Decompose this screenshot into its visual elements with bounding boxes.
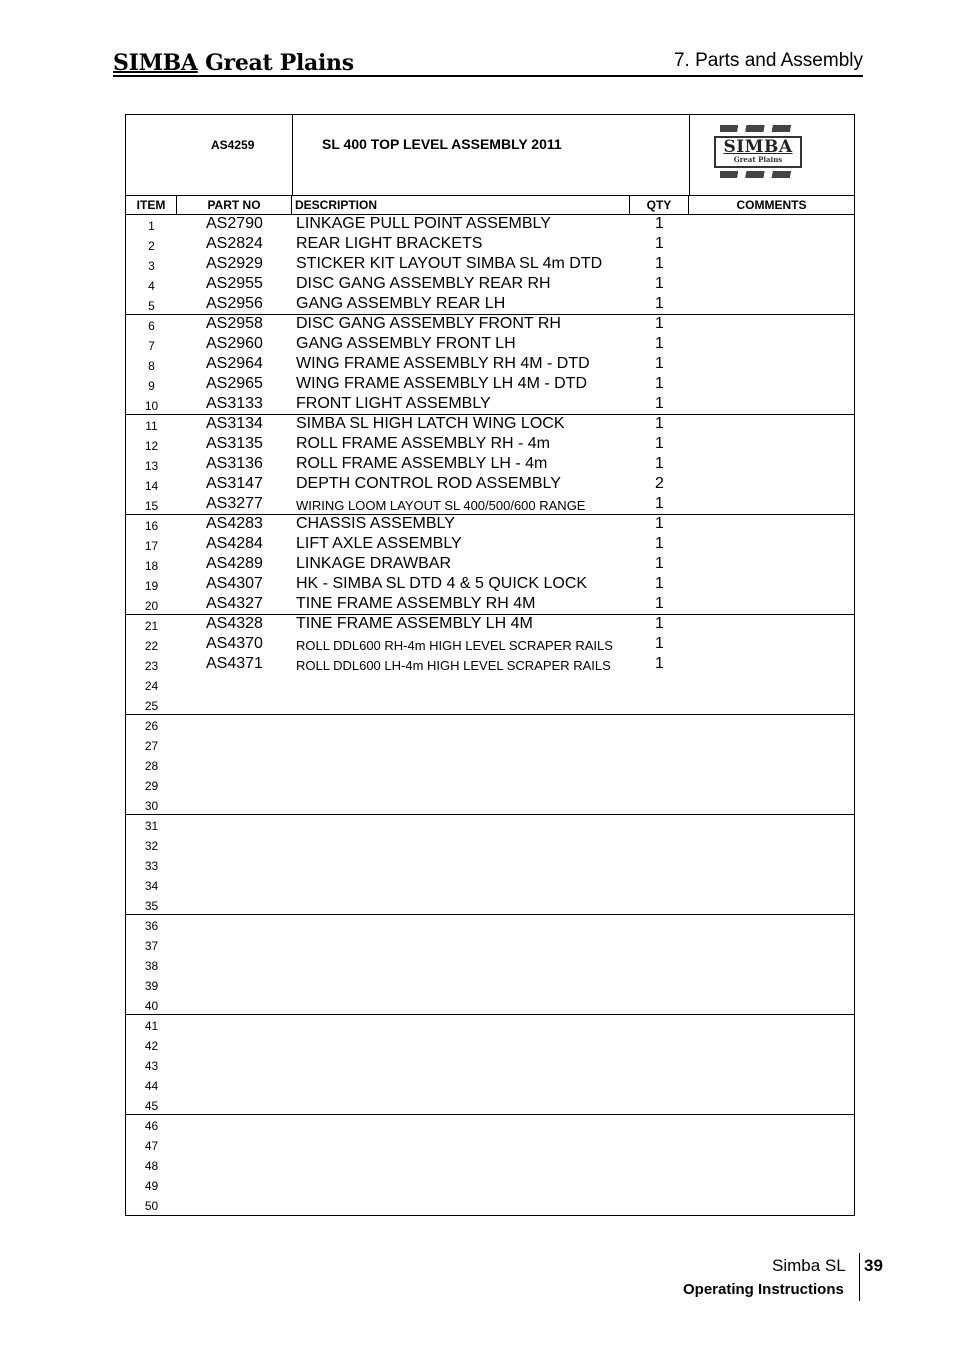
page-number: 39 xyxy=(864,1256,883,1275)
description: DISC GANG ASSEMBLY REAR RH xyxy=(296,275,551,292)
table-row xyxy=(126,1015,854,1035)
item-number: 42 xyxy=(144,1039,159,1053)
quantity: 1 xyxy=(655,515,664,532)
item-number: 44 xyxy=(144,1079,159,1093)
quantity: 1 xyxy=(655,355,664,372)
table-row xyxy=(126,475,854,495)
table-row xyxy=(126,1195,854,1215)
table-row xyxy=(126,315,854,335)
item-number: 32 xyxy=(144,839,159,853)
quantity: 1 xyxy=(655,415,664,432)
item-number: 4 xyxy=(148,279,155,293)
table-row xyxy=(126,975,854,995)
table-body xyxy=(126,215,854,1215)
col-item: ITEM xyxy=(126,195,177,214)
table-row xyxy=(126,855,854,875)
quantity: 1 xyxy=(655,635,664,652)
col-description: DESCRIPTION xyxy=(292,195,630,214)
description: ROLL DDL600 LH-4m HIGH LEVEL SCRAPER RAILS xyxy=(296,658,611,673)
quantity: 1 xyxy=(655,235,664,252)
item-number: 50 xyxy=(144,1199,159,1213)
table-row xyxy=(126,615,854,635)
item-number: 11 xyxy=(145,419,158,433)
description: WING FRAME ASSEMBLY RH 4M - DTD xyxy=(296,355,590,372)
quantity: 1 xyxy=(655,435,664,452)
table-row xyxy=(126,995,854,1015)
item-number: 39 xyxy=(144,979,159,993)
item-number: 34 xyxy=(144,879,159,893)
quantity: 1 xyxy=(655,275,664,292)
item-number: 1 xyxy=(148,219,155,233)
logo-line2: Great Plains xyxy=(733,155,783,164)
quantity: 1 xyxy=(655,315,664,332)
page-header xyxy=(113,48,863,77)
quantity: 1 xyxy=(655,495,664,512)
table-row xyxy=(126,715,854,735)
table-row xyxy=(126,375,854,395)
description: ROLL FRAME ASSEMBLY LH - 4m xyxy=(296,455,548,472)
item-number: 12 xyxy=(144,439,159,453)
footer-model: Simba SL xyxy=(772,1256,846,1275)
table-row xyxy=(126,875,854,895)
table-row xyxy=(126,295,854,315)
part-number: AS2824 xyxy=(206,235,263,252)
item-number: 17 xyxy=(144,539,159,553)
table-row xyxy=(126,735,854,755)
item-number: 16 xyxy=(144,519,159,533)
title-box xyxy=(292,115,690,195)
description: LIFT AXLE ASSEMBLY xyxy=(296,535,462,552)
part-number: AS2960 xyxy=(206,335,263,352)
part-number: AS4371 xyxy=(206,655,263,672)
table-row xyxy=(126,1135,854,1155)
title-block xyxy=(126,115,854,196)
description: LINKAGE PULL POINT ASSEMBLY xyxy=(296,215,551,232)
table-row xyxy=(126,235,854,255)
item-number: 31 xyxy=(144,819,159,833)
table-row xyxy=(126,1035,854,1055)
description: ROLL DDL600 RH-4m HIGH LEVEL SCRAPER RAILS xyxy=(296,638,613,653)
item-number: 48 xyxy=(144,1159,159,1173)
item-number: 28 xyxy=(144,759,159,773)
description: SIMBA SL HIGH LATCH WING LOCK xyxy=(296,415,565,432)
item-number: 18 xyxy=(144,559,159,573)
item-number: 19 xyxy=(144,579,159,593)
table-row xyxy=(126,775,854,795)
quantity: 1 xyxy=(655,615,664,632)
description: WING FRAME ASSEMBLY LH 4M - DTD xyxy=(296,375,588,392)
item-number: 14 xyxy=(144,479,159,493)
table-row xyxy=(126,515,854,535)
part-number: AS3277 xyxy=(206,495,263,512)
quantity: 1 xyxy=(655,395,664,412)
item-number: 3 xyxy=(148,259,155,273)
part-number: AS4284 xyxy=(206,535,263,552)
quantity: 1 xyxy=(655,335,664,352)
item-number: 35 xyxy=(144,899,159,913)
table-row xyxy=(126,455,854,475)
item-number: 9 xyxy=(148,379,155,393)
part-number: AS3134 xyxy=(206,415,263,432)
part-number: AS2955 xyxy=(206,275,263,292)
part-number: AS4328 xyxy=(206,615,263,632)
description: LINKAGE DRAWBAR xyxy=(296,555,451,572)
description: CHASSIS ASSEMBLY xyxy=(296,515,455,532)
col-part-no: PART NO xyxy=(177,195,292,214)
quantity: 1 xyxy=(655,295,664,312)
table-row xyxy=(126,675,854,695)
col-qty: QTY xyxy=(630,195,689,214)
part-number: AS2956 xyxy=(206,295,263,312)
part-number: AS4289 xyxy=(206,555,263,572)
description: TINE FRAME ASSEMBLY LH 4M xyxy=(296,615,533,632)
footer-divider xyxy=(859,1253,860,1301)
item-number: 43 xyxy=(144,1059,159,1073)
footer-subtitle: Operating Instructions xyxy=(683,1281,844,1298)
table-row xyxy=(126,955,854,975)
quantity: 1 xyxy=(655,535,664,552)
table-row xyxy=(126,835,854,855)
table-row xyxy=(126,1115,854,1135)
item-number: 27 xyxy=(144,739,159,753)
item-number: 15 xyxy=(144,499,159,513)
table-row xyxy=(126,435,854,455)
table-row xyxy=(126,495,854,515)
item-number: 45 xyxy=(144,1099,159,1113)
description: DEPTH CONTROL ROD ASSEMBLY xyxy=(296,475,561,492)
description: STICKER KIT LAYOUT SIMBA SL 4m DTD xyxy=(296,255,603,272)
item-number: 25 xyxy=(144,699,159,713)
table-row xyxy=(126,915,854,935)
item-number: 29 xyxy=(144,779,159,793)
part-number: AS3136 xyxy=(206,455,263,472)
part-number: AS4370 xyxy=(206,635,263,652)
part-number: AS2929 xyxy=(206,255,263,272)
table-row xyxy=(126,815,854,835)
assembly-title: SL 400 TOP LEVEL ASSEMBLY 2011 xyxy=(322,136,562,152)
item-number: 38 xyxy=(144,959,159,973)
simba-logo-icon xyxy=(714,125,804,179)
table-row xyxy=(126,215,854,235)
item-number: 20 xyxy=(144,599,159,613)
description: FRONT LIGHT ASSEMBLY xyxy=(296,395,491,412)
item-number: 41 xyxy=(144,1019,159,1033)
table-row xyxy=(126,395,854,415)
item-number: 5 xyxy=(148,299,155,313)
description: WIRING LOOM LAYOUT SL 400/500/600 RANGE xyxy=(296,498,586,513)
item-number: 40 xyxy=(144,999,159,1013)
item-number: 26 xyxy=(144,719,159,733)
table-row xyxy=(126,655,854,675)
table-row xyxy=(126,335,854,355)
item-number: 8 xyxy=(148,359,155,373)
description: GANG ASSEMBLY FRONT LH xyxy=(296,335,516,352)
part-number: AS3147 xyxy=(206,475,263,492)
table-row xyxy=(126,415,854,435)
quantity: 1 xyxy=(655,595,664,612)
table-row xyxy=(126,895,854,915)
part-number: AS2964 xyxy=(206,355,263,372)
section-title: 7. Parts and Assembly xyxy=(673,50,863,71)
item-number: 22 xyxy=(144,639,159,653)
item-number: 13 xyxy=(144,459,159,473)
description: HK - SIMBA SL DTD 4 & 5 QUICK LOCK xyxy=(296,575,588,592)
table-row xyxy=(126,1155,854,1175)
table-row xyxy=(126,795,854,815)
part-number: AS4307 xyxy=(206,575,263,592)
brand-simba: SIMBA xyxy=(113,50,198,76)
item-number: 2 xyxy=(148,239,155,253)
item-number: 24 xyxy=(144,679,159,693)
description: DISC GANG ASSEMBLY FRONT RH xyxy=(296,315,561,332)
table-row xyxy=(126,535,854,555)
part-number: AS2958 xyxy=(206,315,263,332)
logo-stripe-top xyxy=(720,125,798,132)
item-number: 7 xyxy=(148,339,155,353)
table-row xyxy=(126,355,854,375)
quantity: 1 xyxy=(655,555,664,572)
part-number: AS3133 xyxy=(206,395,263,412)
item-number: 6 xyxy=(148,319,155,333)
table-row xyxy=(126,755,854,775)
item-number: 10 xyxy=(144,399,159,413)
item-number: 37 xyxy=(144,939,159,953)
logo-stripe-bottom xyxy=(720,171,798,178)
item-number: 30 xyxy=(144,799,159,813)
table-row xyxy=(126,1055,854,1075)
item-number: 36 xyxy=(144,919,159,933)
table-row xyxy=(126,555,854,575)
item-number: 46 xyxy=(144,1119,159,1133)
quantity: 1 xyxy=(655,255,664,272)
item-number: 21 xyxy=(144,619,159,633)
part-number: AS4283 xyxy=(206,515,263,532)
logo-box xyxy=(714,136,802,168)
table-row xyxy=(126,935,854,955)
table-row xyxy=(126,1175,854,1195)
parts-table xyxy=(125,114,855,1216)
table-row xyxy=(126,575,854,595)
quantity: 2 xyxy=(655,475,664,492)
quantity: 1 xyxy=(655,215,664,232)
table-row xyxy=(126,635,854,655)
description: ROLL FRAME ASSEMBLY RH - 4m xyxy=(296,435,550,452)
table-row xyxy=(126,275,854,295)
table-row xyxy=(126,695,854,715)
item-number: 49 xyxy=(144,1179,159,1193)
part-number: AS4327 xyxy=(206,595,263,612)
item-number: 33 xyxy=(144,859,159,873)
description: REAR LIGHT BRACKETS xyxy=(296,235,483,252)
table-row xyxy=(126,1095,854,1115)
table-row xyxy=(126,595,854,615)
part-number: AS2965 xyxy=(206,375,263,392)
quantity: 1 xyxy=(655,655,664,672)
column-header-row xyxy=(126,195,854,215)
table-row xyxy=(126,255,854,275)
quantity: 1 xyxy=(655,375,664,392)
brand-logo-text xyxy=(113,50,354,76)
quantity: 1 xyxy=(655,575,664,592)
part-number: AS2790 xyxy=(206,215,263,232)
description: GANG ASSEMBLY REAR LH xyxy=(296,295,506,312)
quantity: 1 xyxy=(655,455,664,472)
table-row xyxy=(126,1075,854,1095)
brand-great-plains: Great Plains xyxy=(205,50,354,76)
col-comments: COMMENTS xyxy=(736,198,807,212)
logo-line1: SIMBA xyxy=(723,137,793,157)
item-number: 47 xyxy=(144,1139,159,1153)
part-number: AS3135 xyxy=(206,435,263,452)
item-number: 23 xyxy=(144,659,159,673)
assembly-number: AS4259 xyxy=(211,138,255,152)
description: TINE FRAME ASSEMBLY RH 4M xyxy=(296,595,536,612)
